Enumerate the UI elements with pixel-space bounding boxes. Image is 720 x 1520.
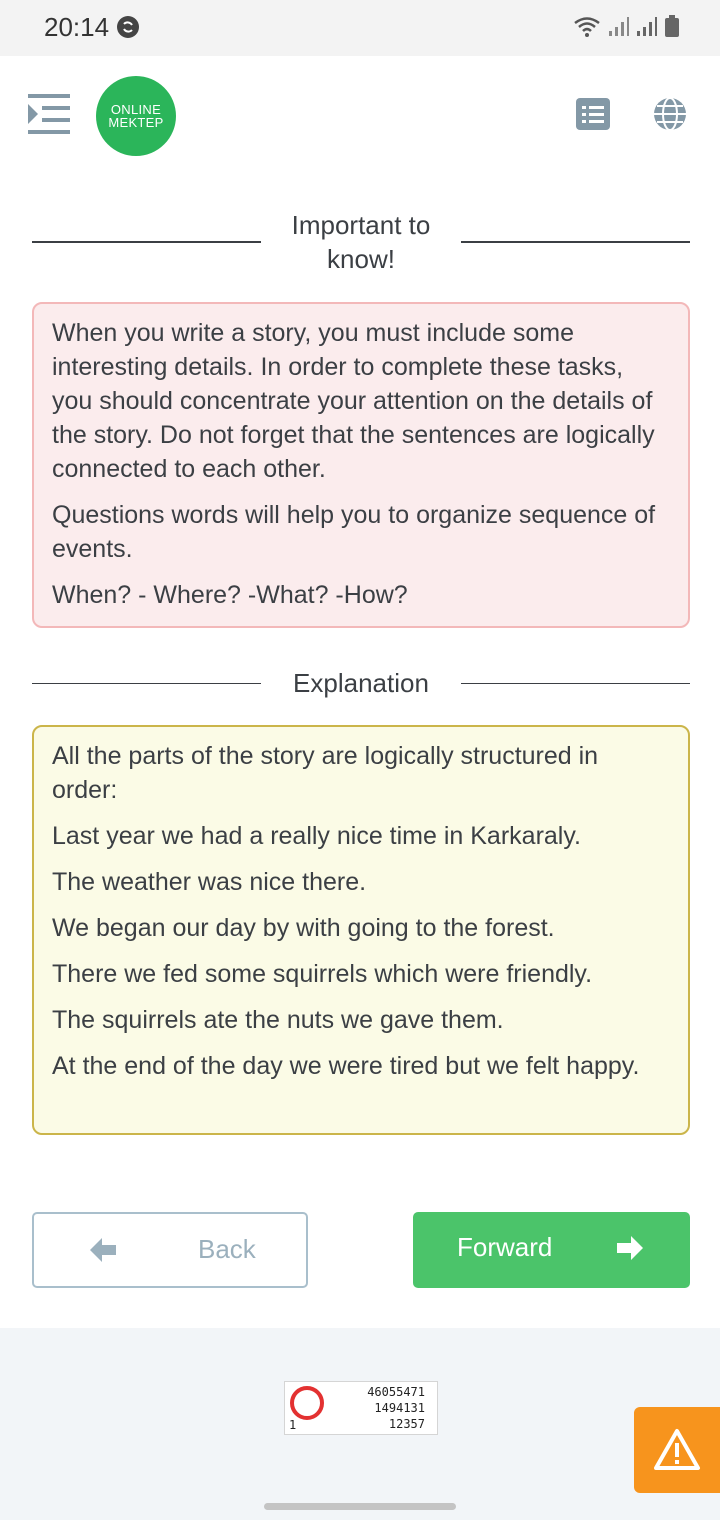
list-icon[interactable] — [576, 98, 610, 130]
explanation-heading — [32, 666, 690, 700]
explanation-paragraph: At the end of the day we were tired but we felt happy. — [52, 1052, 640, 1080]
divider-line — [461, 683, 690, 684]
explanation-paragraph: The weather was nice there. — [52, 868, 367, 896]
warning-icon — [653, 1428, 701, 1472]
status-indicators — [572, 14, 680, 38]
counter-numbers — [367, 1384, 425, 1432]
explanation-title: Explanation — [293, 668, 429, 698]
explanation-paragraph: We began our day by with going to the forest. — [52, 914, 555, 942]
sync-icon — [116, 15, 140, 39]
important-paragraph: When? - Where? -What? -How? — [52, 581, 408, 609]
online-mektep-logo[interactable] — [96, 76, 176, 156]
forward-button[interactable] — [413, 1212, 690, 1288]
wifi-icon — [572, 14, 602, 38]
divider-line — [32, 241, 261, 243]
arrow-left-icon — [90, 1238, 116, 1262]
counter-corner: 1 — [289, 1418, 297, 1432]
important-title: Important to know! — [291, 210, 431, 274]
explanation-box — [32, 725, 690, 1135]
signal-icon-2 — [636, 14, 658, 38]
report-warning-button[interactable] — [634, 1407, 720, 1493]
back-label: Back — [198, 1234, 256, 1264]
counter-line: 1494131 — [374, 1401, 425, 1415]
explanation-paragraph: The squirrels ate the nuts we gave them. — [52, 1006, 504, 1034]
home-indicator[interactable] — [264, 1503, 456, 1510]
status-bar — [0, 0, 720, 56]
important-paragraph: Questions words will help you to organize sequence of events. — [52, 501, 656, 563]
logo-line2: MEKTEP — [108, 115, 164, 130]
back-button[interactable] — [32, 1212, 308, 1288]
top-bar — [0, 56, 720, 176]
explanation-paragraph: Last year we had a really nice time in Karkaraly. — [52, 822, 581, 850]
important-heading — [32, 208, 690, 276]
counter-logo-ring — [290, 1386, 324, 1420]
explanation-paragraph: All the parts of the story are logically structured in order: — [52, 742, 599, 804]
menu-icon[interactable] — [24, 92, 72, 136]
explanation-paragraph: There we fed some squirrels which were friendly. — [52, 960, 593, 988]
counter-line: 12357 — [388, 1417, 425, 1431]
important-paragraph: When you write a story, you must include some interesting details. In order to complete these tasks, you should concentrate your attention on the details of the story. Do not forget that the sentences are logically connected to each other. — [52, 319, 655, 483]
forward-label: Forward — [457, 1232, 553, 1262]
globe-icon[interactable] — [652, 96, 688, 132]
visit-counter[interactable] — [284, 1381, 438, 1435]
divider-line — [32, 683, 261, 684]
logo-line1: ONLINE — [110, 102, 162, 117]
signal-icon — [608, 14, 630, 38]
status-time: 20:14 — [44, 12, 110, 42]
battery-icon — [664, 14, 680, 38]
arrow-right-icon — [617, 1236, 643, 1260]
divider-line — [461, 241, 690, 243]
important-box — [32, 302, 690, 628]
counter-line: 46055471 — [367, 1385, 425, 1399]
